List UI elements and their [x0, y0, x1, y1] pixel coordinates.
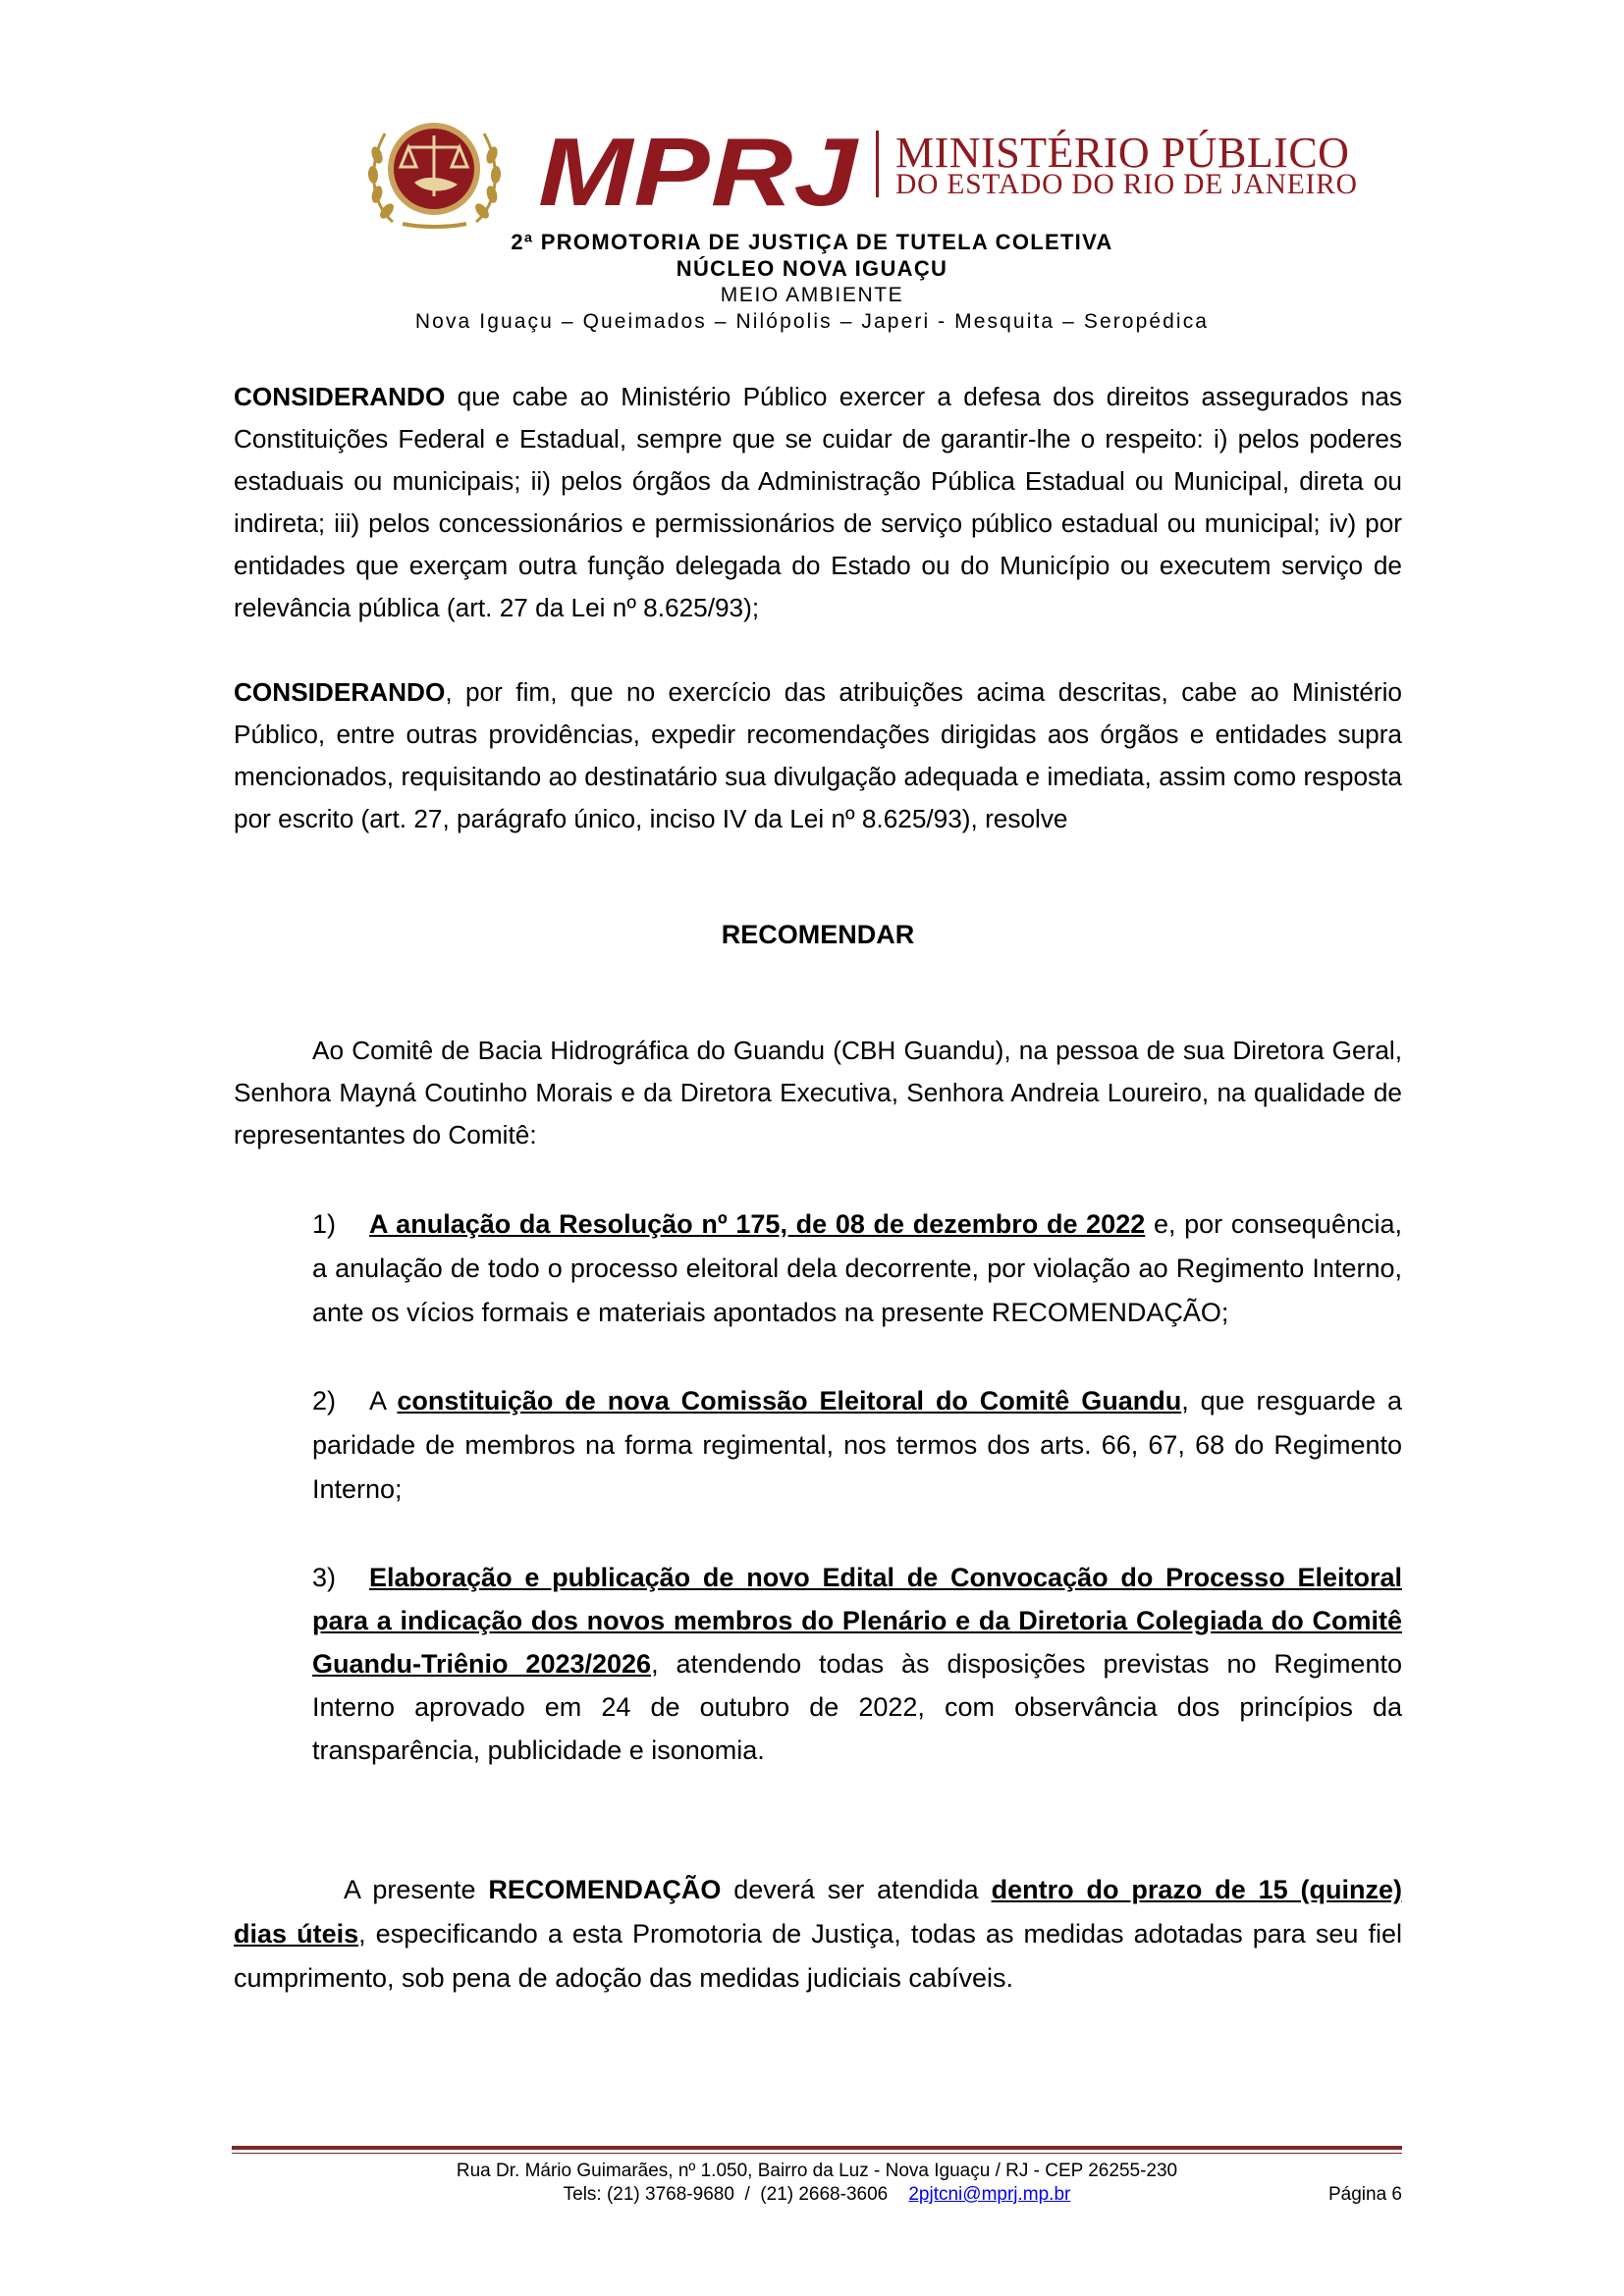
item-emphasis: A anulação da Resolução nº 175, de 08 de dezembro de 2022 [369, 1209, 1146, 1239]
footer-contact [232, 2183, 1402, 2207]
org-name-line2: DO ESTADO DO RIO DE JANEIRO [895, 169, 1358, 200]
org-name-line1: MINISTÉRIO PÚBLICO [895, 129, 1350, 177]
item-number: 3) [312, 1563, 337, 1592]
list-item [312, 1556, 1402, 1772]
office-line: 2ª PROMOTORIA DE JUSTIÇA DE TUTELA COLETIVA [511, 230, 1113, 254]
cities-line: Nova Iguaçu – Queimados – Nilópolis – Japeri - Mesquita – Seropédica [414, 310, 1210, 333]
office-info [0, 229, 1624, 335]
item-emphasis: constituição de nova Comissão Eleitoral do Comitê Guandu [397, 1386, 1182, 1415]
considerando-paragraph-2 [234, 671, 1402, 840]
deadline-paragraph [234, 1868, 1402, 2001]
area-line: MEIO AMBIENTE [720, 284, 904, 306]
deadline-emphasis: dentro do prazo de 15 (quinze) dias úteis [234, 1875, 1402, 1949]
paragraph-text: , por fim, que no exercício das atribuições acima descritas, cabe ao Ministério Público, entre outras providências, expedir recomendações dirigidas aos órgãos e entidades supra mencionados, requisitando ao destinatário sua divulgação adequada e imediata, assim como resposta por escrito (art. 27, parágrafo único, inciso IV da Lei nº 8.625/93), resolve [234, 677, 1402, 833]
item-text: , atendendo todas às disposições previstas no Regimento Interno aprovado em 24 de outubro de 2022, com observância dos princípios da transparência, publicidade e isonomia. [312, 1649, 1402, 1765]
deadline-prefix: A presente [344, 1875, 489, 1904]
footer-email-link[interactable]: 2pjtcni@mprj.mp.br [908, 2184, 1071, 2205]
footer-phones: Tels: (21) 3768-9680 / (21) 2668-3606 [563, 2184, 889, 2205]
item-number: 2) [312, 1386, 337, 1415]
considerando-lead: CONSIDERANDO [234, 382, 446, 411]
nucleus-line: NÚCLEO NOVA IGUAÇU [676, 256, 948, 281]
item-emphasis: Elaboração e publicação de novo Edital de Convocação do Processo Eleitoral para a indicação dos novos membros do Plenário e da Diretoria Colegiada do Comitê Guandu-Triênio 2023/2026 [312, 1563, 1402, 1679]
mprj-logo-text: MPRJ [538, 118, 859, 226]
list-item [312, 1379, 1402, 1512]
list-item [312, 1202, 1402, 1335]
item-prefix: A [369, 1386, 398, 1415]
footer-divider-thin [232, 2153, 1402, 2154]
considerando-lead: CONSIDERANDO [234, 677, 446, 707]
addressee-paragraph: Ao Comitê de Bacia Hidrográfica do Guandu (CBH Guandu), na pessoa de sua Diretora Geral, Senhora Mayná Coutinho Morais e da Diretora Executiva, Senhora Andreia Loureiro, na qualidade de representantes do Comitê: [234, 1036, 1402, 1149]
page-footer [232, 2160, 1402, 2207]
logo-divider [876, 131, 879, 197]
page-header [0, 0, 1624, 339]
recommendation-list [312, 1202, 1402, 1772]
footer-divider [232, 2146, 1402, 2150]
footer-address: Rua Dr. Mário Guimarães, nº 1.050, Bairro da Luz - Nova Iguaçu / RJ - CEP 26255-230 [456, 2161, 1178, 2181]
paragraph-text: que cabe ao Ministério Público exercer a defesa dos direitos assegurados nas Constituições Federal e Estadual, sempre que se cuidar de garantir-lhe o respeito: i) pelos poderes estaduais ou municipais; ii) pelos órgãos da Administração Pública Estadual ou Municipal, direta ou indireta; iii) pelos concessionários e permissionários de serviço público estadual ou municipal; iv) por entidades que exerçam outra função delegada do Estado ou do Município ou executem serviço de relevância pública (art. 27 da Lei nº 8.625/93); [234, 382, 1402, 622]
item-text: e, por consequência, a anulação de todo o processo eleitoral dela decorrente, por violação ao Regimento Interno, ante os vícios formais e materiais apontados na presente RECOMENDAÇÃO; [312, 1209, 1402, 1327]
document-body [234, 376, 1402, 2001]
item-text: , que resguarde a paridade de membros na forma regimental, nos termos dos arts. 66, 67, 68 do Regimento Interno; [312, 1386, 1402, 1504]
mprj-seal-logo [363, 106, 506, 234]
page-number: Página 6 [1327, 2184, 1402, 2205]
deadline-mid: deverá ser atendida [721, 1875, 992, 1904]
considerando-paragraph-1 [234, 376, 1402, 629]
item-number: 1) [312, 1209, 337, 1239]
deadline-bold: RECOMENDAÇÃO [488, 1875, 722, 1904]
deadline-text: , especificando a esta Promotoria de Justiça, todas as medidas adotadas para seu fiel cumprimento, sob pena de adoção das medidas judiciais cabíveis. [234, 1919, 1402, 1993]
section-title: RECOMENDAR [721, 920, 915, 949]
